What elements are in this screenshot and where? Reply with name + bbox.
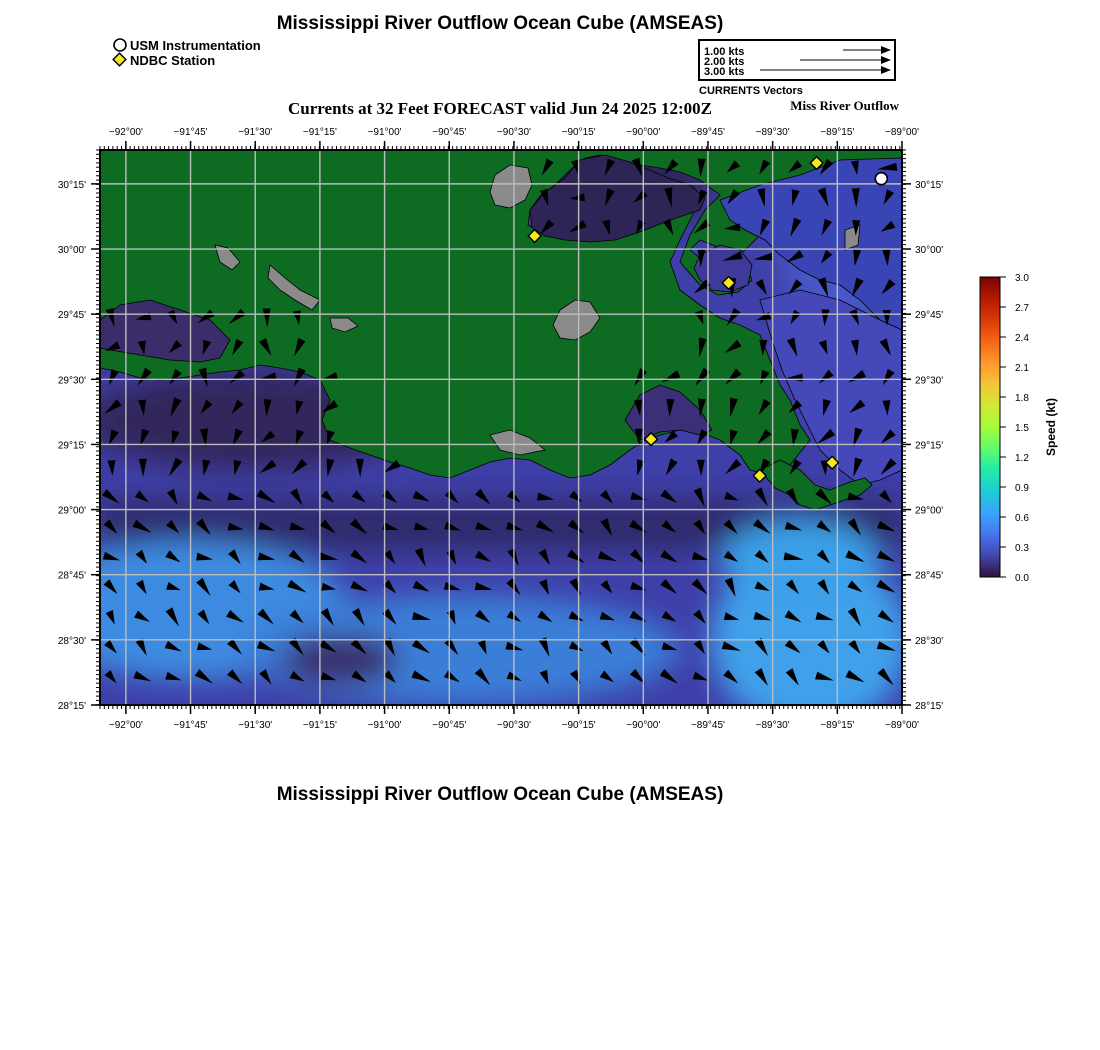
vector-key-entry: 1.00 kts [704,46,745,58]
lon-tick-label: −90°15' [561,720,596,731]
vector-key [699,40,895,97]
lon-tick-label: −89°30' [755,720,790,731]
lon-tick-label: −89°15' [820,127,855,138]
lon-tick-label: −90°00' [626,720,661,731]
usm-legend-icon [114,39,126,51]
lat-tick-label: 29°00' [915,505,944,517]
lon-tick-label: −91°30' [238,720,273,731]
lon-tick-label: −91°00' [367,720,402,731]
lon-tick-label: −91°00' [367,127,402,138]
lon-tick-label: −91°15' [302,720,337,731]
lon-tick-label: −90°45' [432,127,467,138]
lat-tick-label: 28°15' [915,701,944,712]
colorbar-tick-label: 1.2 [1015,453,1029,464]
colorbar-tick-label: 1.8 [1015,393,1029,404]
lon-tick-label: −89°45' [690,127,725,138]
lon-tick-label: −90°00' [626,127,661,138]
footer-title: Mississippi River Outflow Ocean Cube (AMSEAS) [276,784,724,805]
lon-tick-label: −92°00' [108,127,143,138]
lat-tick-label: 29°30' [57,375,86,387]
lat-tick-label: 30°15' [57,179,86,191]
lat-tick-label: 28°15' [57,701,86,712]
lon-tick-label: −91°30' [238,127,273,138]
colorbar-tick-label: 2.1 [1015,363,1029,374]
colorbar-tick-label: 2.7 [1015,303,1029,314]
vector-key-caption: CURRENTS Vectors [699,85,803,97]
lat-tick-label: 29°30' [915,375,944,387]
usm-station-marker[interactable] [875,173,887,185]
lat-tick-label: 29°15' [915,440,944,452]
lon-tick-label: −89°00' [885,127,919,138]
colorbar [980,273,1058,584]
colorbar-ticks [1000,273,1029,584]
lon-tick-label: −89°45' [690,720,725,731]
colorbar-gradient [980,277,1000,577]
colorbar-tick-label: 0.0 [1015,573,1029,584]
lon-tick-label: −92°00' [108,720,143,731]
region-label: Miss River Outflow [790,98,899,113]
ndbc-legend-icon [113,53,126,66]
lon-labels-top [109,127,919,138]
map-subtitle: Currents at 32 Feet FORECAST valid Jun 24 2025 12:00Z [288,99,712,118]
usm-legend-label: USM Instrumentation [130,38,261,53]
lat-tick-label: 30°15' [915,179,944,191]
lon-tick-label: −91°45' [173,720,208,731]
lon-tick-label: −90°45' [432,720,467,731]
colorbar-tick-label: 1.5 [1015,423,1029,434]
lon-labels-bottom [109,720,919,731]
lat-tick-label: 28°30' [57,635,86,647]
vector-key-entry: 2.00 kts [704,56,745,68]
lon-tick-label: −90°15' [561,127,596,138]
colorbar-tick-label: 0.6 [1015,513,1029,524]
vector-key-entry: 3.00 kts [704,66,745,78]
colorbar-tick-label: 3.0 [1015,273,1029,284]
lon-tick-label: −90°30' [496,127,531,138]
page-title: Mississippi River Outflow Ocean Cube (AMSEAS) [276,13,724,34]
colorbar-tick-label: 2.4 [1015,333,1029,344]
lon-tick-label: −89°30' [755,127,790,138]
lat-tick-label: 29°45' [915,310,944,322]
lat-tick-label: 30°00' [915,245,944,257]
map-panel [30,127,943,731]
colorbar-tick-label: 0.3 [1015,543,1029,554]
lat-labels-right [915,180,943,712]
lat-tick-label: 28°45' [915,570,944,582]
lat-tick-label: 28°30' [915,635,944,647]
lon-tick-label: −91°15' [302,127,337,138]
lat-tick-label: 29°15' [57,440,86,452]
lon-tick-label: −90°30' [496,720,531,731]
lat-tick-label: 29°00' [57,505,86,517]
ndbc-legend-label: NDBC Station [130,53,216,68]
lon-tick-label: −91°45' [173,127,208,138]
lat-labels-left [58,180,86,712]
colorbar-tick-label: 0.9 [1015,483,1029,494]
lat-tick-label: 29°45' [57,310,86,322]
station-legend [113,38,261,68]
lat-tick-label: 30°00' [57,245,86,257]
lat-tick-label: 28°45' [57,570,86,582]
lon-tick-label: −89°15' [820,720,855,731]
colorbar-label: Speed (kt) [1044,397,1058,457]
lon-tick-label: −89°00' [885,720,919,731]
